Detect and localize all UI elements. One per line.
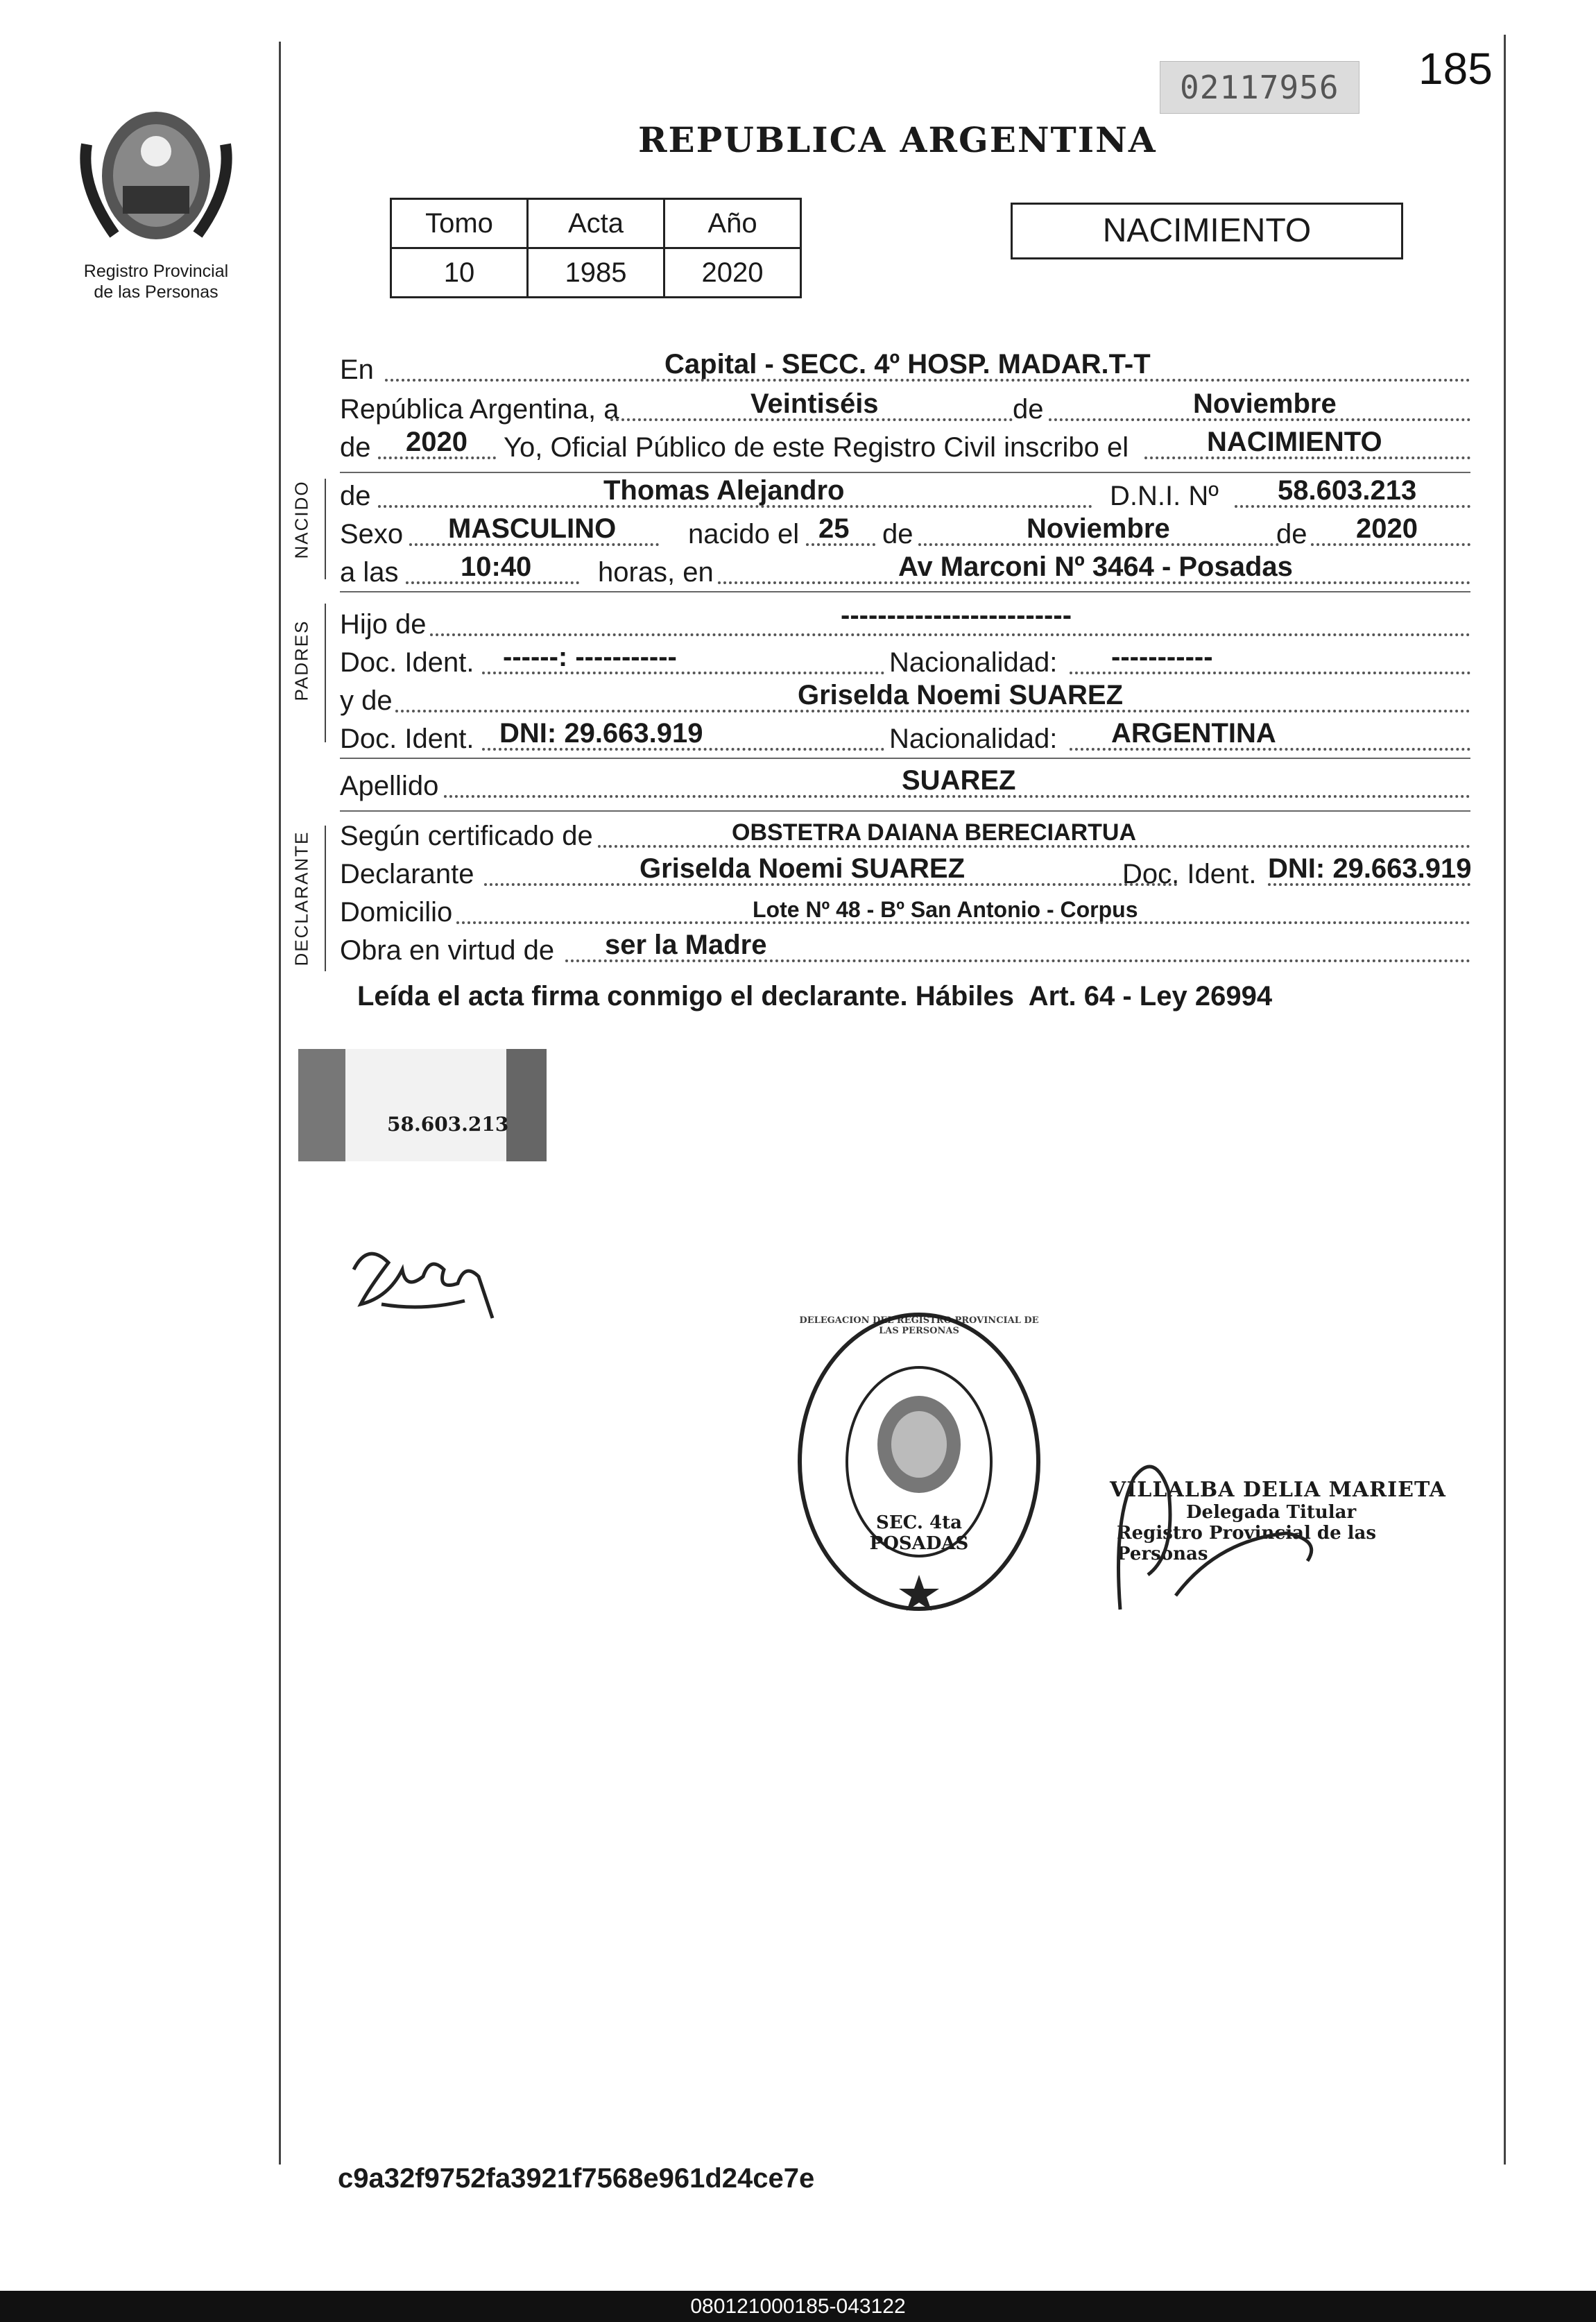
sticker-right-stripe [506,1049,547,1161]
serial-number: 02117956 [1160,61,1359,114]
official-seal-stamp [792,1306,1046,1618]
label-domicilio: Domicilio [340,897,453,928]
label-nacionalidad-padre: Nacionalidad: [889,647,1058,678]
registry-header-anio: Año [664,199,801,248]
record-type-box: NACIMIENTO [1011,203,1403,259]
row-sexo [340,510,1470,552]
sticker-left-stripe [298,1049,345,1161]
logo-caption-line2: de las Personas [94,282,218,302]
value-obra: ser la Madre [605,930,767,960]
sticker-number: 58.603.213 [387,1113,509,1136]
row-apellido [340,762,1470,803]
row-hijo-de [340,600,1470,642]
legal-note: Leída el acta firma conmigo el declarante. Hábiles Art. 64 - Ley 26994 [357,981,1273,1011]
label-doc-ident-madre: Doc. Ident. [340,724,474,754]
side-label-nacido: NACIDO [291,480,312,559]
value-tipo: NACIMIENTO [1207,427,1382,457]
logo-caption-line1: Registro Provincial [83,262,229,281]
row-lugar [340,345,1470,387]
official-role: Delegada Titular [1186,1502,1357,1523]
label-apellido: Apellido [340,771,439,801]
footer-code: 080121000185-043122 [0,2291,1596,2322]
value-sexo: MASCULINO [448,513,617,544]
value-certificado: OBSTETRA DAIANA BERECIARTUA [732,819,1137,846]
stamp-ring-text: DELEGACION DEL REGISTRO PROVINCIAL DE LAS PERSONAS [799,1315,1039,1336]
value-madre-nac: ARGENTINA [1111,718,1276,749]
label-nacido-el: nacido el [688,519,800,549]
label-doc-ident-declarante: Doc. Ident. [1122,859,1257,889]
label-y-de: y de [340,685,393,716]
value-nombre: Thomas Alejandro [603,475,845,506]
row-inscripcion [340,423,1470,465]
province-logo [73,103,239,248]
label-de-name: de [340,481,371,511]
row-nombre [340,472,1470,513]
value-padre: ------------------------- [841,600,1072,631]
label-de-month: de [1013,394,1044,425]
value-lugar-nac: Av Marconi Nº 3464 - Posadas [898,552,1293,582]
registry-header-acta: Acta [528,199,664,248]
registry-header-row [391,199,801,248]
row-madre-doc [340,715,1470,756]
right-margin-line [1504,35,1506,2165]
official-name: VILLALBA DELIA MARIETA [1110,1478,1446,1502]
label-de2: de [1276,519,1307,549]
declarante-bar [325,826,326,971]
value-declarante: Griselda Noemi SUAREZ [640,853,966,884]
label-segun: Según certificado de [340,821,593,851]
stamp-inner-text: SEC. 4ta POSADAS [869,1512,969,1554]
value-hora: 10:40 [461,552,532,582]
side-label-declarante: DECLARANTE [291,830,312,966]
label-yo-oficial: Yo, Oficial Público de este Registro Civil inscribo el [504,432,1129,463]
value-dia-nac: 25 [818,513,850,544]
page-number: 185 [1418,44,1493,94]
value-padre-nac: ----------- [1111,642,1213,672]
misiones-seal-icon [73,103,239,248]
value-lugar: Capital - SECC. 4º HOSP. MADAR.T-T [664,349,1151,379]
row-fecha [340,385,1470,427]
row-certificado [340,812,1470,853]
label-sexo: Sexo [340,519,404,549]
row-obra [340,926,1470,968]
value-apellido: SUAREZ [902,765,1016,796]
separator [340,591,1470,592]
document-hash: c9a32f9752fa3921f7568e961d24ce7e [338,2163,815,2194]
label-dni: D.N.I. Nº [1110,481,1219,511]
nacido-bar [325,479,326,579]
label-hijo-de: Hijo de [340,609,427,640]
row-padre-doc [340,638,1470,680]
page-title: REPUBLICA ARGENTINA [638,119,1157,160]
row-y-de [340,676,1470,718]
value-madre-doc: DNI: 29.663.919 [499,718,703,749]
id-sticker [298,1049,547,1161]
registry-header-tomo: Tomo [391,199,528,248]
value-anio: 2020 [406,427,467,457]
value-dia-letras: Veintiséis [750,389,879,419]
label-de-year: de [340,432,371,463]
value-declarante-doc: DNI: 29.663.919 [1268,853,1472,884]
separator [340,758,1470,759]
official-signature [1106,1436,1335,1623]
side-label-padres: PADRES [291,620,312,701]
official-org: Registro Provincial de las Personas [1117,1523,1377,1564]
registry-value-anio: 2020 [664,248,801,298]
value-mes: Noviembre [1193,389,1337,419]
label-obra: Obra en virtud de [340,935,555,966]
padres-bar [325,604,326,742]
row-hora [340,548,1470,590]
registry-stamp-icon [792,1306,1046,1618]
registry-value-tomo: 10 [391,248,528,298]
value-anio-nac: 2020 [1356,513,1418,544]
value-domicilio: Lote Nº 48 - Bº San Antonio - Corpus [753,897,1138,922]
label-republica: República Argentina, a [340,394,619,425]
registry-table [390,198,802,298]
label-declarante: Declarante [340,859,474,889]
label-nacionalidad-madre: Nacionalidad: [889,724,1058,754]
logo-caption [55,261,257,302]
row-declarante [340,850,1470,891]
registry-value-acta: 1985 [528,248,664,298]
declarant-signature [340,1228,513,1332]
value-dni: 58.603.213 [1278,475,1417,506]
value-padre-doc: ------: ----------- [503,642,677,672]
label-de1: de [882,519,913,549]
label-a-las: a las [340,557,399,588]
label-horas-en: horas, en [598,557,714,588]
left-margin-line [279,42,281,2165]
registry-value-row [391,248,801,298]
label-en: En [340,355,374,385]
value-madre: Griselda Noemi SUAREZ [798,680,1124,710]
label-doc-ident-padre: Doc. Ident. [340,647,474,678]
row-domicilio [340,888,1470,930]
value-mes-nac: Noviembre [1027,513,1170,544]
